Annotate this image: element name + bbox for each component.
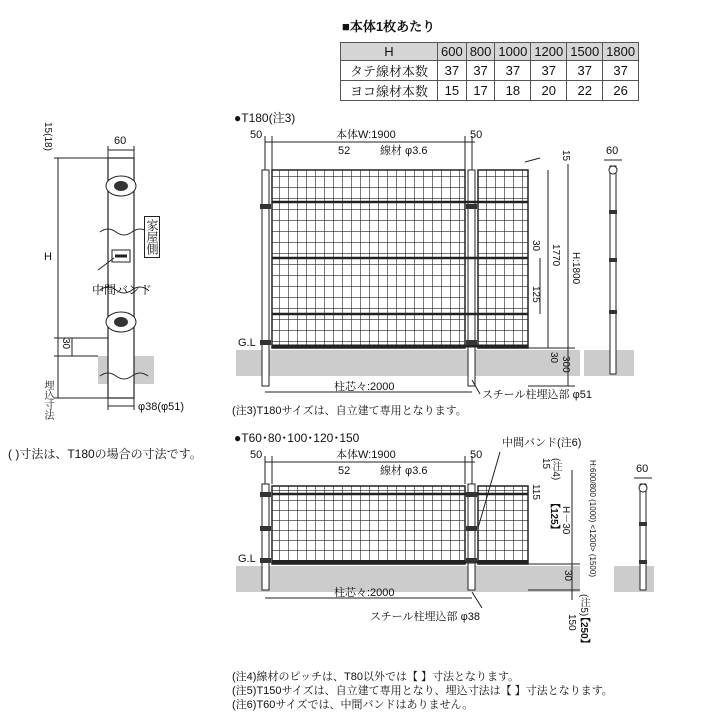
table-row-label: タテ線材本数 — [341, 61, 438, 81]
t60-150-label: 150 — [566, 614, 577, 631]
table-cell: 37 — [495, 61, 531, 81]
t180-height-label: H:1800 — [570, 252, 581, 285]
table-header-cell: 1200 — [531, 43, 567, 61]
house-side-label: 家屋側 — [144, 216, 160, 258]
t60-15-label: 15 — [540, 458, 551, 470]
t180-wire-label: 線材 φ3.6 — [380, 145, 428, 157]
t60-width-label: 本体W:1900 — [336, 449, 396, 461]
side-30-label: 30 — [60, 338, 71, 350]
t180-title: ●T180(注3) — [234, 111, 296, 125]
table-header-cell: 1800 — [603, 43, 639, 61]
t180-pitch-label: 柱芯々:2000 — [334, 381, 395, 393]
t60-right-50: 50 — [470, 449, 483, 461]
t60-115-label: 115 — [530, 484, 541, 500]
t180-right-50: 50 — [470, 129, 483, 141]
t180-side-60: 60 — [606, 145, 619, 157]
t60-125-label: 【125】 — [548, 498, 559, 535]
table-header-cell: 600 — [438, 43, 467, 61]
table-cell: 22 — [567, 81, 603, 101]
spec-table — [340, 42, 639, 101]
t60-band-label: 中間バンド(注6) — [502, 437, 582, 449]
table-cell: 37 — [567, 61, 603, 81]
side-width-label: 60 — [114, 135, 127, 147]
t180-30-label: 30 — [530, 240, 541, 252]
table-cell: 17 — [466, 81, 495, 101]
t60-250-label: 【250】 — [578, 612, 589, 649]
table-header-label: H — [341, 43, 438, 61]
note-5: (注5)T150サイズは、自立建て専用となり、埋込寸法は【 】寸法となります。 — [232, 685, 613, 697]
t60-note5-label: (注5) — [578, 594, 589, 617]
table-cell: 20 — [531, 81, 567, 101]
table-header-cell: 800 — [466, 43, 495, 61]
side-height-label: H — [44, 251, 52, 263]
bury-dim-label: 埋込寸法 — [42, 380, 53, 420]
note-6: (注6)T60サイズでは、中間バンドはありません。 — [232, 699, 474, 711]
t60-side-60: 60 — [636, 463, 649, 475]
t60-h30-label: H－30 — [560, 506, 571, 535]
table-cell: 37 — [438, 61, 467, 81]
t60-52-label: 52 — [338, 465, 351, 477]
t180-steel-label: スチール柱埋込部 φ51 — [482, 389, 592, 401]
table-cell: 37 — [531, 61, 567, 81]
t180-15-label: 15 — [560, 150, 571, 162]
t180-52-label: 52 — [338, 145, 351, 157]
t180-125-label: 125 — [530, 286, 541, 303]
table-cell: 26 — [603, 81, 639, 101]
table-row-label: ヨコ線材本数 — [341, 81, 438, 101]
t180-1770-label: 1770 — [550, 244, 561, 267]
pipe-diameter-label: φ38(φ51) — [138, 401, 185, 413]
t60-wire-label: 線材 φ3.6 — [380, 465, 428, 477]
t180-width-label: 本体W:1900 — [336, 129, 396, 141]
table-title: ■本体1枚あたり — [342, 19, 436, 34]
table-header-cell: 1500 — [567, 43, 603, 61]
t60-gl-label: G.L — [238, 553, 256, 565]
side-detail — [54, 146, 154, 410]
side-top-dim-label: 15(18) — [42, 122, 53, 151]
t180-gl-label: G.L — [238, 337, 256, 349]
t60-note4-label: (注4) — [550, 458, 561, 481]
t180-g30-label: 30 — [548, 352, 559, 364]
t180-300-label: 300 — [560, 356, 571, 373]
caption: ( )寸法は、T180の場合の寸法です。 — [8, 447, 202, 461]
table-cell: 37 — [466, 61, 495, 81]
table-row — [341, 81, 639, 101]
t60-pitch-label: 柱芯々:2000 — [334, 587, 395, 599]
t60-g30-label: 30 — [562, 570, 573, 582]
t60-title: ●T60･80･100･120･150 — [234, 431, 360, 445]
t60-left-50: 50 — [250, 449, 263, 461]
table-cell: 37 — [603, 61, 639, 81]
t60-height-list: H:600/800 (1000) <1200> (1500) — [588, 460, 597, 577]
table-row — [341, 61, 639, 81]
t180-left-50: 50 — [250, 129, 263, 141]
table-cell: 15 — [438, 81, 467, 101]
t60-steel-label: スチール柱埋込部 φ38 — [370, 611, 480, 623]
table-header-row — [341, 43, 639, 61]
table-cell: 18 — [495, 81, 531, 101]
band-label: 中間バンド — [92, 283, 153, 297]
table-header-cell: 1000 — [495, 43, 531, 61]
t180-note: (注3)T180サイズは、自立建て専用となります。 — [232, 405, 467, 417]
note-4: (注4)線材のピッチは、T80以外では【 】寸法となります。 — [232, 671, 520, 683]
